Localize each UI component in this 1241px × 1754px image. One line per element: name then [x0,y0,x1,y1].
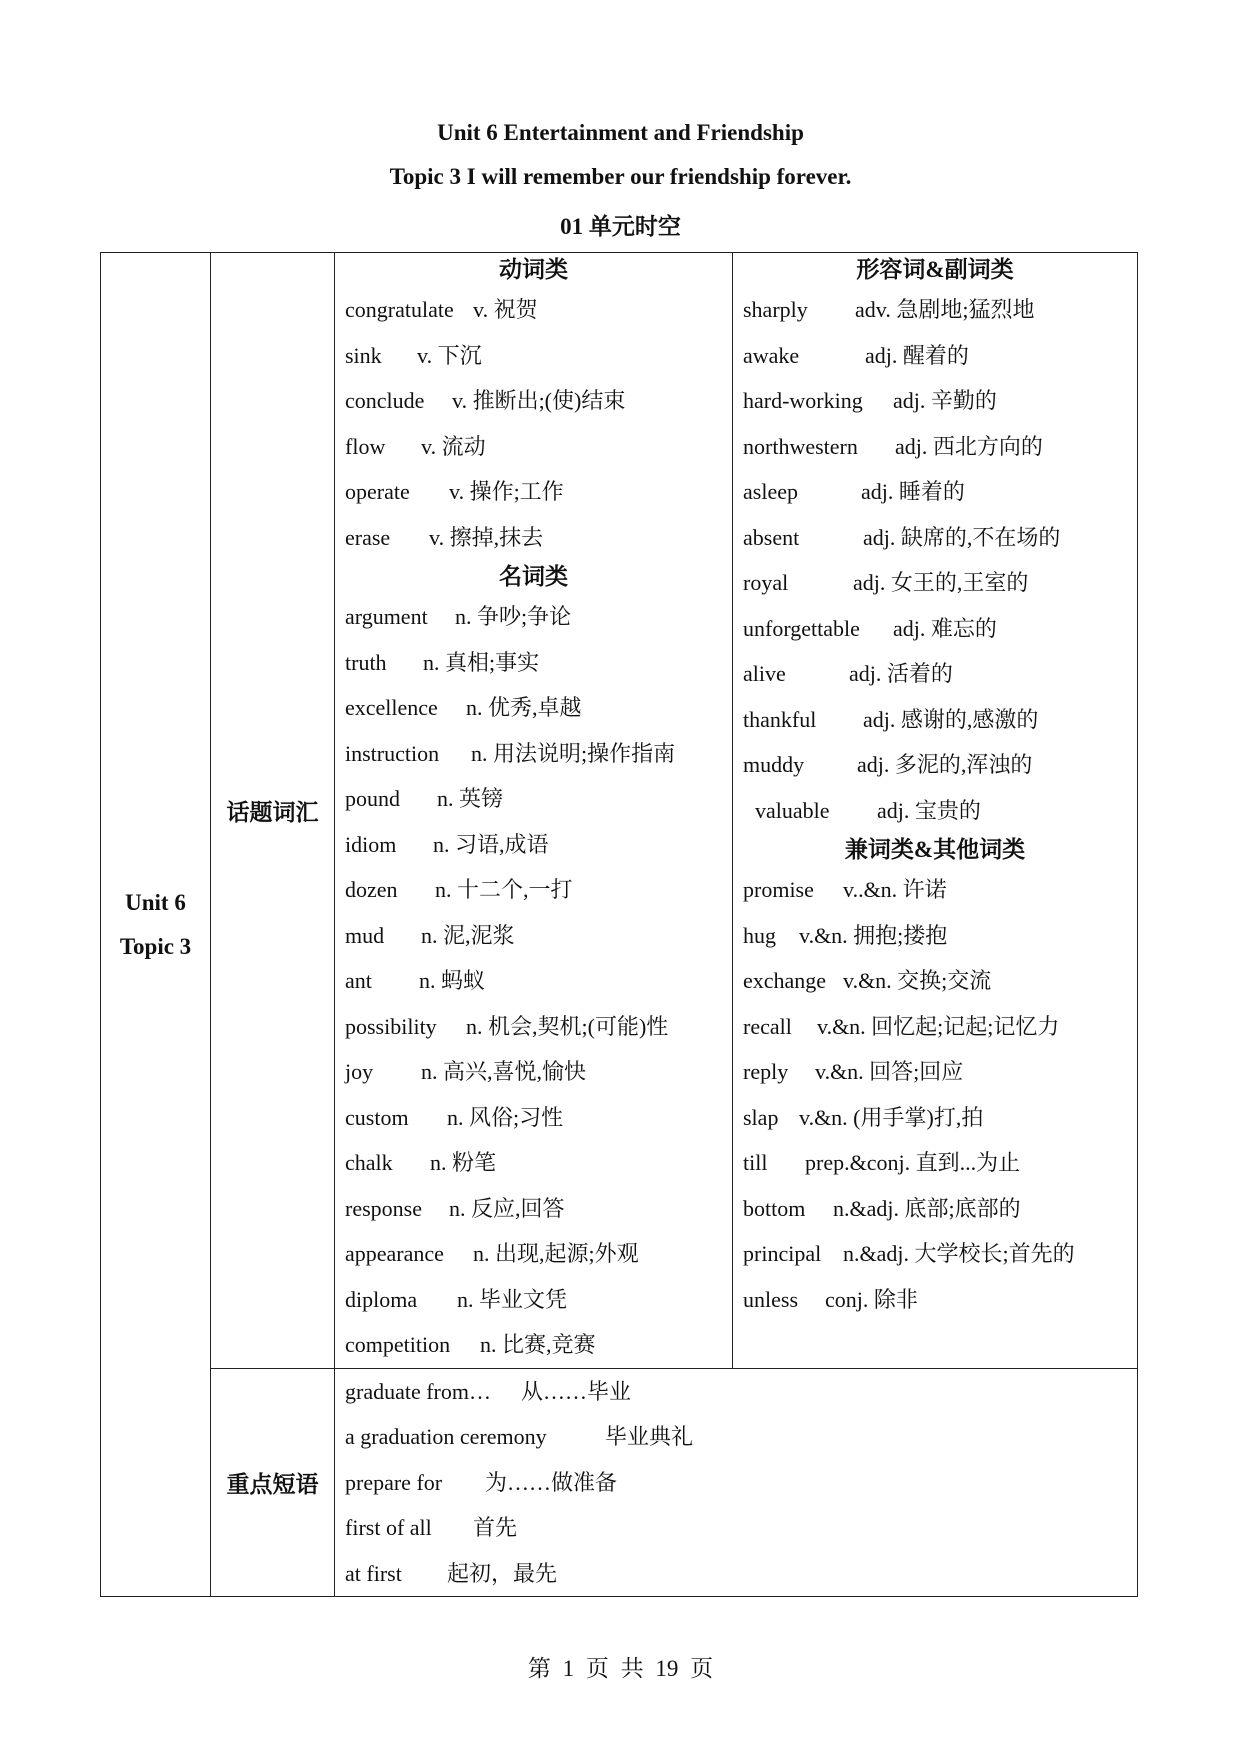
verbs-nouns-column [335,253,733,1369]
phrases-category-label: 重点短语 [226,1471,319,1497]
vocab-word: ant [345,968,372,993]
vocab-definition: adj. 缺席的,不在场的 [863,524,1061,550]
vocab-word: sharply [743,297,808,322]
section-title: 01 单元时空 [560,214,681,239]
vocab-entry [335,1095,732,1141]
vocab-entry [733,1095,1137,1141]
vocab-word: mud [345,922,385,948]
vocab-entry [733,913,1137,959]
vocab-definition: n. 十二个,一打 [435,877,573,902]
phrase-meaning: 毕业典礼 [605,1424,694,1449]
vocab-word: instruction [345,740,440,766]
vocab-definition: v. 祝贺 [473,297,538,322]
vocab-word: response [345,1195,422,1221]
vocab-word: flow [345,433,386,459]
vocab-definition: n. 高兴,喜悦,愉快 [421,1059,587,1084]
phrases-category-cell [211,1368,335,1597]
vocab-entry [335,1186,732,1232]
vocab-definition: n. 出现,起源;外观 [473,1241,639,1266]
vocab-word: principal [743,1241,822,1266]
vocab-definition: v. 推断出;(使)结束 [452,388,626,413]
vocab-entry [335,913,732,959]
vocab-definition: v. 下沉 [417,342,482,368]
vocab-entry [335,1049,732,1095]
phrase-entry [335,1505,1137,1551]
topic-title: Topic 3 I will remember our friendship forever. [389,164,852,189]
vocab-entry [733,1186,1137,1232]
vocab-entry [733,867,1137,913]
phrase-meaning: 从……毕业 [521,1378,632,1404]
vocab-definition: adj. 活着的 [849,661,953,686]
vocab-definition: v..&n. 许诺 [843,877,947,902]
vocab-entry [733,697,1137,743]
vocabulary-table [100,252,1138,1597]
phrase-english: at first [345,1560,402,1586]
vocab-entry [335,594,732,640]
phrase-english: graduate from… [345,1378,491,1404]
vocab-entry [733,1140,1137,1186]
vocab-entry [733,515,1137,561]
vocab-word: pound [345,786,400,811]
vocab-word: bottom [743,1195,806,1221]
vocab-word: argument [345,604,428,629]
vocab-entry [733,424,1137,470]
vocab-word: asleep [743,479,798,504]
vocab-word: alive [743,661,786,686]
vocab-word: absent [743,524,800,550]
vocab-definition: v. 流动 [421,433,486,459]
vocab-definition: n. 真相;事实 [423,649,540,675]
vocab-word: unforgettable [743,615,860,641]
vocab-entry [335,515,732,561]
vocab-category-cell [211,253,335,1369]
vocab-word: dozen [345,877,398,902]
others-list [733,867,1137,1322]
vocab-word: northwestern [743,433,858,459]
phrase-english: prepare for [345,1469,443,1495]
vocab-definition: n. 泥,泥浆 [421,922,515,948]
vocab-definition: n. 争吵;争论 [455,604,572,629]
vocab-definition: n. 反应,回答 [449,1195,565,1221]
phrases-list [335,1369,1137,1597]
adj-others-column [733,253,1138,1369]
vocab-entry [733,469,1137,515]
vocab-word: till [743,1150,768,1175]
vocab-definition: adj. 多泥的,浑浊的 [857,752,1033,777]
unit-label: Unit 6 [125,889,186,915]
vocab-word: erase [345,524,391,550]
vocab-entry [335,731,732,777]
vocab-word: possibility [345,1013,437,1039]
vocab-word: custom [345,1104,409,1130]
vocab-word: promise [743,877,814,902]
vocab-entry [335,1231,732,1277]
vocab-word: competition [345,1332,451,1357]
vocab-definition: n. 用法说明;操作指南 [471,740,676,766]
vocab-word: idiom [345,831,397,857]
vocab-word: hug [743,922,776,948]
vocab-entry [335,469,732,515]
vocab-definition: v.&n. 拥抱;搂抱 [799,922,948,948]
vocab-definition: n. 风俗;习性 [447,1104,564,1130]
phrase-entry [335,1414,1137,1460]
vocab-word: royal [743,570,789,595]
vocab-definition: n.&adj. 大学校长;首先的 [843,1241,1075,1266]
vocab-word: operate [345,479,410,504]
vocab-entry [335,333,732,379]
vocab-word: chalk [345,1150,393,1175]
vocab-word: slap [743,1104,779,1130]
vocab-entry [733,651,1137,697]
phrase-meaning: 首先 [473,1515,518,1540]
vocab-entry [733,378,1137,424]
phrase-meaning: 起初，最先 [447,1560,558,1586]
vocab-word: reply [743,1059,789,1084]
vocab-definition: v.&n. 回答;回应 [815,1059,964,1084]
vocab-entry [335,640,732,686]
vocab-entry [335,378,732,424]
vocab-word: unless [743,1286,798,1312]
verbs-heading: 动词类 [499,257,568,282]
vocab-entry [733,287,1137,333]
page-footer: 第 1 页 共 19 页 [527,1656,714,1681]
vocab-definition: v.&n. 回忆起;记起;记忆力 [817,1013,1060,1039]
vocab-word: appearance [345,1241,444,1266]
vocab-word: joy [345,1059,374,1084]
vocab-entry [733,1277,1137,1323]
vocab-entry [733,1231,1137,1277]
nouns-list [335,594,732,1368]
vocab-word: exchange [743,968,827,993]
vocab-definition: adj. 感谢的,感激的 [863,706,1039,732]
vocab-definition: n.&adj. 底部;底部的 [833,1195,1021,1221]
vocab-word: diploma [345,1286,418,1312]
vocab-entry [733,333,1137,379]
vocab-word: valuable [755,797,830,823]
vocab-definition: v. 操作;工作 [449,479,564,504]
vocab-word: sink [345,342,382,368]
phrase-english: a graduation ceremony [345,1424,547,1449]
vocab-entry [335,1140,732,1186]
vocab-entry [733,958,1137,1004]
vocab-definition: adj. 难忘的 [893,615,997,641]
vocab-definition: n. 毕业文凭 [457,1286,568,1312]
vocab-entry [335,776,732,822]
vocab-word: congratulate [345,297,454,322]
vocab-entry [733,742,1137,788]
verbs-list [335,287,732,560]
phrase-entry [335,1460,1137,1506]
vocab-word: truth [345,649,387,675]
unit-topic-cell [101,253,211,1597]
phrase-entry [335,1369,1137,1415]
vocab-entry [335,1004,732,1050]
vocab-entry [335,287,732,333]
vocab-definition: conj. 除非 [825,1286,918,1312]
vocab-entry [733,560,1137,606]
vocab-entry [335,424,732,470]
nouns-heading: 名词类 [499,564,568,589]
vocab-entry [335,867,732,913]
others-heading: 兼词类&其他词类 [844,837,1026,862]
vocab-definition: prep.&conj. 直到...为止 [805,1150,1021,1175]
vocab-word: excellence [345,695,438,720]
phrase-english: first of all [345,1515,432,1540]
vocab-word: hard-working [743,388,863,413]
vocab-definition: adj. 睡着的 [861,479,965,504]
vocab-definition: adj. 宝贵的 [877,797,981,823]
vocab-definition: v.&n. (用手掌)打,拍 [799,1104,984,1130]
vocab-entry [335,1277,732,1323]
vocab-definition: n. 蚂蚁 [419,968,486,993]
vocab-definition: v.&n. 交换;交流 [843,968,992,993]
vocab-definition: n. 粉笔 [430,1150,497,1175]
vocab-word: thankful [743,706,817,732]
adjectives-list [733,287,1137,833]
adjectives-heading: 形容词&副词类 [856,257,1014,282]
vocab-word: awake [743,342,800,368]
vocab-definition: adj. 西北方向的 [895,433,1043,459]
vocab-definition: adj. 醒着的 [865,342,969,368]
vocab-definition: v. 擦掉,抹去 [429,524,544,550]
vocab-definition: adj. 辛勤的 [893,388,997,413]
vocab-word: recall [743,1013,792,1039]
vocab-definition: n. 习语,成语 [433,831,549,857]
vocab-word: muddy [743,752,805,777]
vocab-definition: n. 英镑 [437,786,504,811]
topic-label: Topic 3 [119,933,192,959]
document-title: Unit 6 Entertainment and Friendship [437,120,804,145]
vocab-entry [335,1322,732,1368]
phrase-entry [335,1551,1137,1597]
vocab-entry [335,958,732,1004]
vocab-definition: adv. 急剧地;猛烈地 [855,297,1035,322]
vocab-entry [335,822,732,868]
vocab-word: conclude [345,388,425,413]
vocab-entry [733,1049,1137,1095]
vocab-definition: adj. 女王的,王室的 [853,570,1029,595]
phrase-meaning: 为……做准备 [485,1469,618,1495]
vocab-definition: n. 优秀,卓越 [466,695,582,720]
vocab-definition: n. 比赛,竞赛 [480,1332,596,1357]
vocab-entry [733,788,1137,834]
vocab-entry [335,685,732,731]
phrases-cell [335,1368,1138,1597]
vocab-category-label: 话题词汇 [226,799,319,825]
vocab-definition: n. 机会,契机;(可能)性 [466,1013,669,1039]
vocab-entry [733,1004,1137,1050]
vocab-entry [733,606,1137,652]
